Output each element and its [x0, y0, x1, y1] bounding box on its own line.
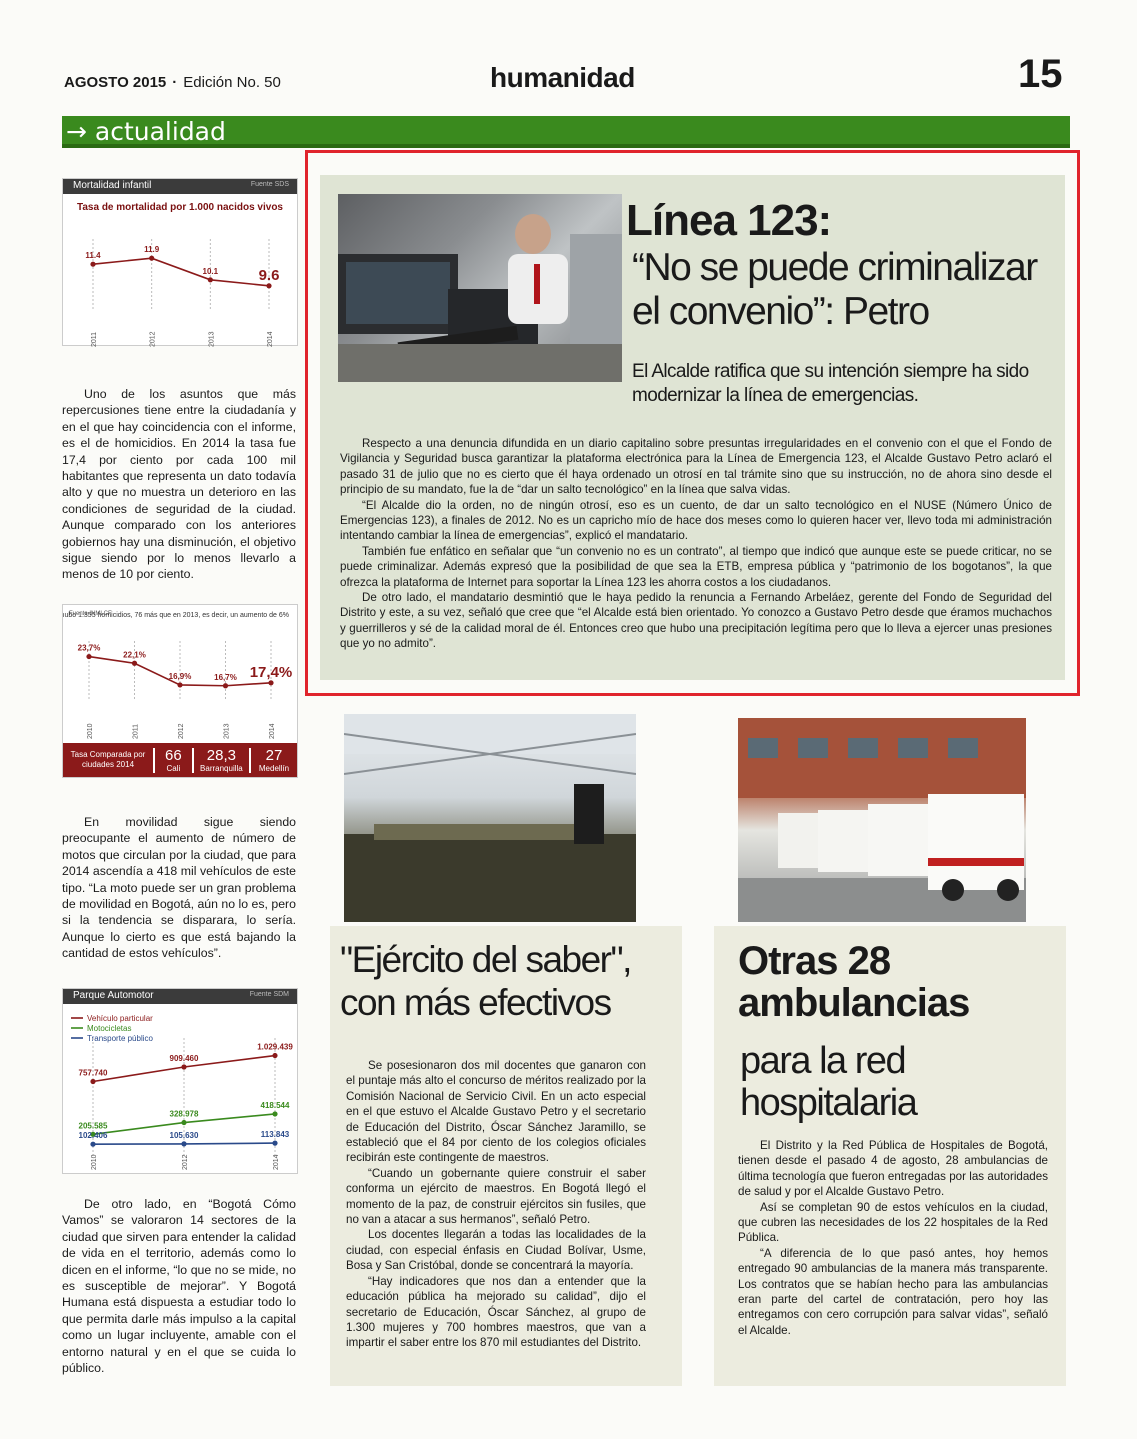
data-point — [181, 1064, 186, 1069]
main-paragraph: De otro lado, el mandatario desmintió que le haya pedido la renuncia a Fernando Arbeláez, gerente del Fondo de Seguridad del Distrito y este, a su vez, señaló que cree que “el Alcalde está bien orientado. Yo conozco a Gustavo Petro desde que éramos muchachos y guerrilleros y sé de la calidad moral de él. Entonces creo que hubo una precipitación legítima pero que lo lleva a ejercer unas presiones que yo no admito”. — [340, 591, 1052, 651]
teachers-event-photo — [344, 714, 636, 922]
data-point — [177, 682, 182, 687]
data-point — [272, 1053, 277, 1058]
data-label: 105.630 — [169, 1130, 199, 1140]
sidebar-paragraph-1: Uno de los asuntos que más repercusiones tiene entre la ciudadanía y en el que hay coincidencia con el informe, es el de homicidios. En 2014 la tasa fue 17,4 por ciento por cada 100 mil habitantes que representa un dato todavía alto y que no muestra un deterioro en las condiciones de seguridad de la ciudad. Aunque comparado con los anteriores gobiernos hay una disminución, el objetivo sigue siendo por lo menos llevarlo a menos de 10 por ciento. — [62, 387, 296, 582]
x-tick-label: 2014 — [273, 1154, 280, 1170]
data-point — [132, 661, 137, 666]
main-paragraph: También fue enfático en señalar que “un convenio no es un contrato”, al tiempo que indicó que aunque este se puede criticar, no se puede criminalizar. Además expresó que la posibilidad de que sea la ETB, empresa pública y “patrimonio de los bogotanos”, la que ofrezca la plataforma de Internet para soportar la Línea 123 les ahorra costos a los ciudadanos. — [340, 544, 1052, 589]
page-number: 15 — [1018, 52, 1063, 96]
data-point — [181, 1120, 186, 1125]
data-point — [149, 256, 154, 261]
data-label: 418.544 — [260, 1100, 290, 1110]
mid-headline: "Ejército del saber", con más efectivos — [340, 939, 631, 1023]
chart-subtitle: Tasa de mortalidad por 1.000 nacidos vivos — [76, 202, 283, 213]
vehicle-fleet-chart — [62, 988, 298, 1174]
teachers-event-illustration — [344, 714, 636, 922]
main-article-body — [340, 436, 1052, 652]
ambulances-photo — [738, 718, 1026, 922]
data-label: 17,4% — [249, 663, 293, 681]
legend-label: Transporte público — [87, 1034, 153, 1043]
data-label: 757.740 — [78, 1068, 108, 1078]
right-headline: Otras 28 ambulancias — [738, 939, 970, 1025]
data-point — [268, 680, 273, 685]
data-label: 328.978 — [169, 1109, 199, 1119]
mid-article-body — [346, 1058, 646, 1351]
x-tick-label: 2010 — [91, 1154, 98, 1170]
chart-source: Fuente INMLCF — [69, 611, 112, 617]
x-tick-label: 2011 — [91, 331, 98, 347]
chart-source: Fuente SDS — [250, 181, 289, 188]
x-tick-label: 2013 — [208, 331, 216, 347]
right-subheadline: para la red hospitalaria — [740, 1040, 917, 1124]
mid-paragraph: Los docentes llegarán a todas las localidades de la ciudad, con especial énfasis en Ciudad Bolívar, Usme, Bosa y San Cristóbal, donde se concentrará la mayoría. — [346, 1228, 646, 1273]
main-subheadline: “No se puede criminalizar el convenio”: Petro — [632, 246, 1037, 333]
data-label: 23,7% — [77, 643, 101, 653]
main-paragraph: “El Alcalde dio la orden, no de ningún otrosí, eso es un cuento, de dar un salto tecnológico en el NUSE (Número Único de Emergencias 123), a finales de 2012. No es un capricho mío de hace dos meses como lo quieren hacer ver, llevo toda mi administración intentando cambiar la línea de emergencias”, explicó el mandatario. — [340, 498, 1052, 543]
infant-mortality-plot — [63, 213, 297, 351]
section-label: → actualidad — [66, 117, 226, 146]
data-label: 11.4 — [85, 251, 101, 261]
homicide-rate-plot — [63, 605, 297, 743]
x-tick-label: 2011 — [132, 723, 140, 739]
x-tick-label: 2012 — [178, 723, 185, 739]
issue-date: AGOSTO 2015 — [64, 74, 167, 91]
mid-paragraph: “Cuando un gobernante quiere construir el saber conforma un ejército de maestros. En Bogotá llegó el momento de la paz, de construir ejércitos sin fusiles, que no van a atacar a sus hermanos”, señaló Petro. — [346, 1166, 646, 1227]
x-tick-label: 2014 — [267, 331, 274, 347]
data-point — [86, 654, 91, 659]
data-label: 16,9% — [168, 671, 192, 681]
data-label: 22,1% — [123, 650, 146, 660]
chart-title: Mortalidad infantil — [73, 180, 152, 191]
sidebar-paragraph-3: De otro lado, en “Bogotá Cómo Vamos” se valoraron 14 sectores de la ciudad que sirven para entender la calidad de vida en el territorio, además como lo dicen en el informe, “lo que no se mide, no es susceptible de mejorar”. Y Bogotá Humana está dispuesta a estudiar todo lo que permita darle más impulso a la capital como un lugar incluyente, amable con el entorno natural y en el que se cuida lo público. — [62, 1197, 296, 1376]
x-tick-label: 2014 — [269, 723, 276, 739]
data-label: 11.9 — [144, 245, 160, 255]
data-point — [181, 1141, 186, 1146]
vehicle-fleet-plot — [63, 1004, 297, 1172]
city-comparison-bar — [63, 743, 297, 777]
city-medellin: 27 Medellín — [249, 748, 297, 773]
issue-edition: Edición No. 50 — [183, 74, 281, 91]
data-label: 16,7% — [214, 672, 237, 682]
data-point — [90, 1142, 95, 1147]
x-tick-label: 2012 — [182, 1154, 189, 1170]
data-point — [272, 1111, 277, 1116]
x-tick-label: 2010 — [87, 723, 94, 739]
data-point — [208, 277, 213, 282]
right-paragraph: El Distrito y la Red Pública de Hospitales de Bogotá, tienen desde el pasado 4 de agosto, 28 ambulancias de última tecnología que fueron entregadas por las autoridades de salud y por el Alcalde Gustavo Petro. — [738, 1139, 1048, 1199]
ambulances-illustration — [738, 718, 1026, 922]
section-bar — [62, 116, 1070, 148]
right-article-body — [738, 1138, 1048, 1338]
data-point — [223, 683, 228, 688]
call-center-illustration — [338, 194, 622, 382]
data-point — [266, 283, 271, 288]
x-tick-label: 2013 — [223, 723, 231, 739]
data-label: 1.029.439 — [257, 1042, 293, 1052]
main-paragraph: Respecto a una denuncia difundida en un diario capitalino sobre presuntas irregularidades en el convenio con el que el Fondo de Vigilancia y Seguridad busca garantizar la plataforma electrónica para la Línea de Emergencia 123, el Alcalde Gustavo Petro aclaró el pasado 31 de julio que no es cierto que él haya ordenado un otrosí en tal trámite sino que su instrucción, no de ahora sino desde el principio de su mandato, fue la de “dar un salto tecnológico” en la línea que salva vidas. — [340, 437, 1052, 497]
series-line — [93, 258, 269, 286]
chart-source: Fuente SDM — [249, 991, 289, 998]
city-comparison-list — [153, 748, 297, 773]
homicide-rate-chart — [62, 604, 298, 778]
legend-label: Motocicletas — [87, 1024, 132, 1033]
data-label: 909.460 — [169, 1054, 199, 1064]
data-point — [90, 262, 95, 267]
infant-mortality-chart — [62, 178, 298, 346]
city-barranquilla: 28,3 Barranquilla — [192, 748, 249, 773]
data-label: 9.6 — [258, 266, 280, 284]
chart-title-bar — [63, 179, 297, 194]
data-point — [90, 1079, 95, 1084]
data-label: 205.585 — [78, 1121, 108, 1131]
sidebar-paragraph-2: En movilidad sigue siendo preocupante el aumento de número de motos que circulan por la ciudad, que para 2014 ascendía a 418 mil vehículos de este tipo. “La moto puede ser un gran problema de movilidad en Bogotá, aún no lo es, pero si la tendencia se disparara, lo sería. Aunque lo cierto es que está bajando la cantidad de estos vehículos”. — [62, 815, 296, 961]
legend-label: Vehículo particular — [87, 1014, 153, 1023]
chart-title-bar — [63, 989, 297, 1004]
city-cali: 66 Cali — [153, 748, 192, 773]
chart-annotation: ubo 1.355 homicidios, 76 más que en 2013, es decir, un aumento de 6% — [64, 612, 289, 619]
issue-info: AGOSTO 2015 · Edición No. 50 — [64, 74, 281, 91]
main-headline: Línea 123: — [626, 196, 832, 245]
mid-paragraph: “Hay indicadores que nos dan a entender que la educación pública ha mejorado su calidad”, dijo el secretario de Educación, Óscar Sánchez, al grupo de 1.300 mujeres y 700 hombres maestros, que van a impartir el saber entre los 870 mil estudiantes del Distrito. — [346, 1274, 646, 1350]
newspaper-brand: humanidad — [490, 62, 635, 93]
main-lead: El Alcalde ratifica que su intención siempre ha sido modernizar la línea de emergencias. — [632, 361, 1029, 406]
data-label: 10.1 — [202, 266, 219, 276]
call-center-photo — [338, 194, 622, 382]
right-paragraph: Así se completan 90 de estos vehículos en la ciudad, que cubren las necesidades de los 22 hospitales de la Red Pública. — [738, 1200, 1048, 1245]
comparison-label: Tasa Comparada por ciudades 2014 — [70, 750, 146, 769]
data-label: 102.406 — [78, 1131, 108, 1141]
data-point — [272, 1141, 277, 1146]
mid-paragraph: Se posesionaron dos mil docentes que ganaron con el puntaje más alto el concurso de méritos realizado por la Comisión Nacional de Servicio Civil. En un acto especial en el que estuvo el Alcalde Gustavo Petro y el secretario de Educación del Distrito, Óscar Sánchez Jaramillo, se estableció que el 84 por ciento de los colegios oficiales recibirán este contingente de maestros. — [346, 1059, 646, 1165]
data-label: 113.843 — [260, 1130, 290, 1140]
x-tick-label: 2012 — [149, 331, 157, 347]
chart-title: Parque Automotor — [73, 990, 154, 1001]
right-paragraph: “A diferencia de lo que pasó antes, hoy hemos entregado 90 ambulancias de la manera más transparente. Los contratos que se habían hecho para las ambulancias eran parte del cartel de contratación, pero hoy las entregamos con cero corrupción para salvar vidas”, señaló el Alcalde. — [738, 1246, 1048, 1337]
